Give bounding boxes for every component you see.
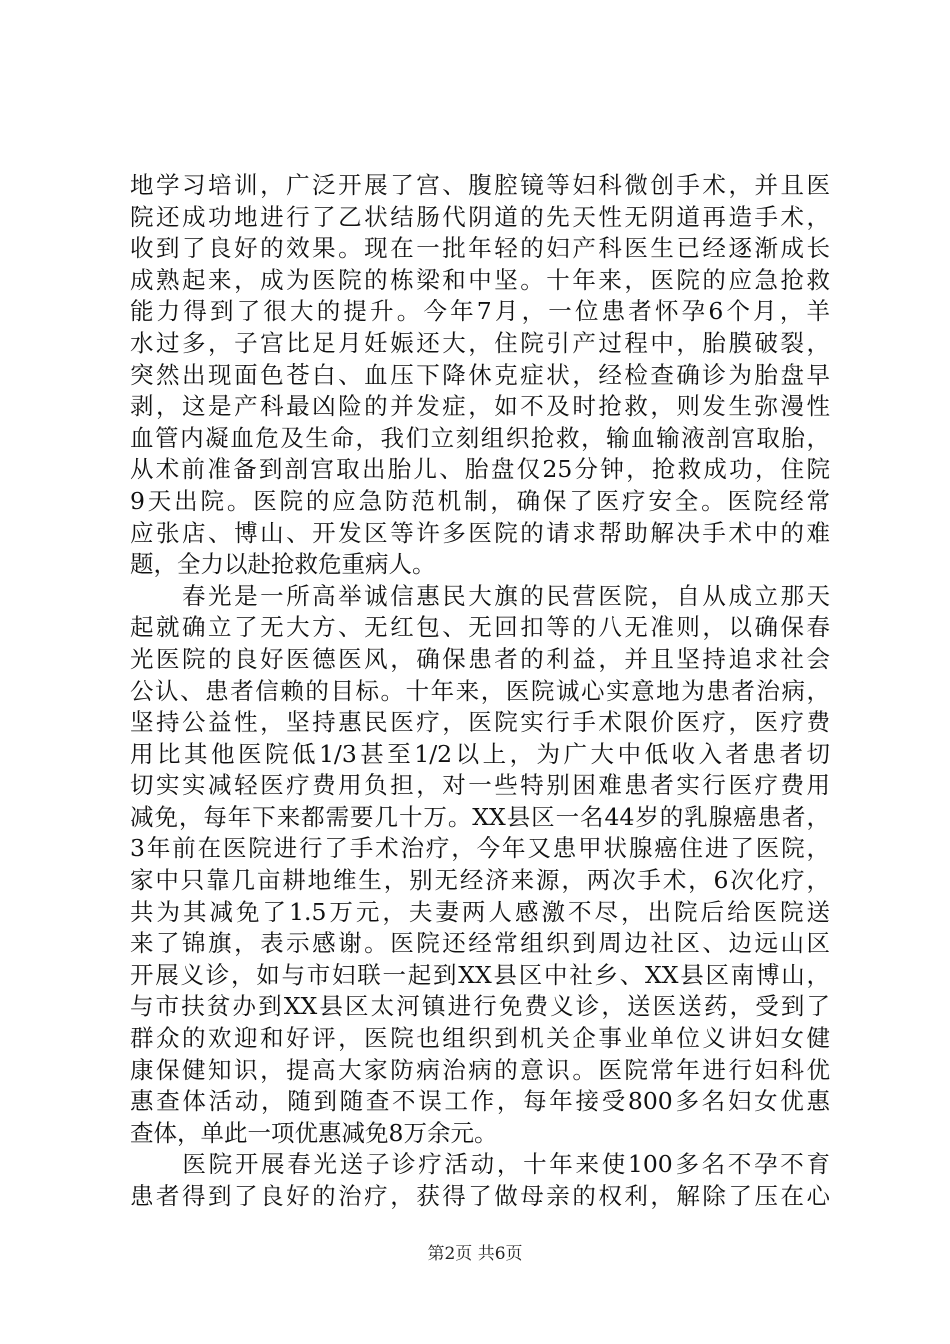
text-line: 能力得到了很大的提升。今年7月，一位患者怀孕6个月，羊 <box>130 297 830 326</box>
text-line: 来了锦旗，表示感谢。医院还经常组织到周边社区、边远山区 <box>130 929 830 958</box>
text-line: 春光是一所高举诚信惠民大旗的民营医院，自从成立那天 <box>130 581 830 610</box>
text-line: 患者得到了良好的治疗，获得了做母亲的权利，解除了压在心 <box>130 1182 830 1210</box>
text-line: 群众的欢迎和好评，医院也组织到机关企事业单位义讲妇女健 <box>130 1024 830 1053</box>
text-line: 地学习培训，广泛开展了宫、腹腔镜等妇科微创手术，并且医 <box>130 171 830 199</box>
text-line: 与市扶贫办到XX县区太河镇进行免费义诊，送医送药，受到了 <box>130 992 830 1021</box>
text-line: 开展义诊，如与市妇联一起到XX县区中社乡、XX县区南博山， <box>130 960 830 989</box>
text-line: 家中只靠几亩耕地维生，别无经济来源，两次手术，6次化疗， <box>130 866 830 895</box>
text-line: 成熟起来，成为医院的栋梁和中坚。十年来，医院的应急抢救 <box>130 265 830 294</box>
text-line: 光医院的良好医德医风，确保患者的利益，并且坚持追求社会 <box>130 644 830 673</box>
text-line: 收到了良好的效果。现在一批年轻的妇产科医生已经逐渐成长 <box>130 234 830 263</box>
text-line: 医院开展春光送子诊疗活动，十年来使100多名不孕不育 <box>130 1150 830 1179</box>
text-line: 用比其他医院低1/3甚至1/2以上，为广大中低收入者患者切 <box>130 739 830 768</box>
text-line: 院还成功地进行了乙状结肠代阴道的先天性无阴道再造手术， <box>130 202 830 231</box>
text-line: 剥，这是产科最凶险的并发症，如不及时抢救，则发生弥漫性 <box>130 392 830 421</box>
text-line: 减免，每年下来都需要几十万。XX县区一名44岁的乳腺癌患者， <box>130 802 830 831</box>
text-line: 3年前在医院进行了手术治疗，今年又患甲状腺癌住进了医院， <box>130 834 830 863</box>
document-body <box>130 170 830 1213</box>
text-line: 切实实减轻医疗费用负担，对一些特别困难患者实行医疗费用 <box>130 771 830 800</box>
text-line: 坚持公益性，坚持惠民医疗，医院实行手术限价医疗，医疗费 <box>130 708 830 737</box>
text-line: 突然出现面色苍白、血压下降休克症状，经检查确诊为胎盘早 <box>130 360 830 389</box>
page-footer: 第2页 共6页 <box>427 1244 523 1264</box>
text-line: 题，全力以赴抢救危重病人。 <box>130 550 436 579</box>
text-line: 惠查体活动，随到随查不误工作，每年接受800多名妇女优惠 <box>130 1087 830 1116</box>
text-line: 康保健知识，提高大家防病治病的意识。医院常年进行妇科优 <box>130 1055 830 1084</box>
text-line: 9天出院。医院的应急防范机制，确保了医疗安全。医院经常 <box>130 486 830 515</box>
text-line: 查体，单此一项优惠减免8万余元。 <box>130 1118 498 1147</box>
text-line: 共为其减免了1.5万元，夫妻两人感激不尽，出院后给医院送 <box>130 897 830 926</box>
text-line: 起就确立了无大方、无红包、无回扣等的八无准则，以确保春 <box>130 613 830 642</box>
text-line: 水过多，子宫比足月妊娠还大，住院引产过程中，胎膜破裂， <box>130 328 830 357</box>
text-line: 应张店、博山、开发区等许多医院的请求帮助解决手术中的难 <box>130 518 830 547</box>
text-line: 从术前准备到剖宫取出胎儿、胎盘仅25分钟，抢救成功，住院 <box>130 455 830 484</box>
text-line: 血管内凝血危及生命，我们立刻组织抢救，输血输液剖宫取胎， <box>130 423 830 452</box>
text-line: 公认、患者信赖的目标。十年来，医院诚心实意地为患者治病， <box>130 676 830 705</box>
